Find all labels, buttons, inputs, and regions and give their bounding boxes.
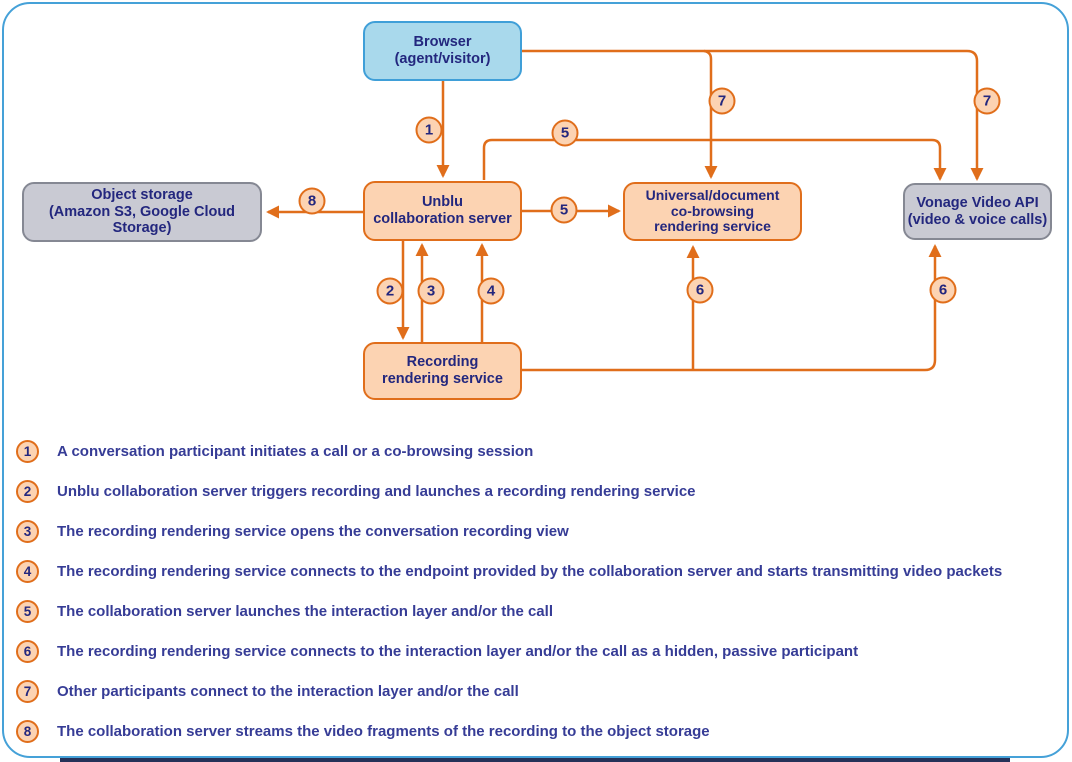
node-object-storage (22, 182, 262, 242)
step-badge-7-right: 7 (974, 88, 1001, 115)
legend-badge-4: 4 (16, 560, 39, 583)
legend-text-7: Other participants connect to the interaction layer and/or the call (57, 682, 519, 700)
node-cobrowsing-label-line2: co-browsing (670, 202, 755, 219)
step-badge-1: 1 (416, 117, 443, 144)
legend-badge-5: 5 (16, 600, 39, 623)
legend-item-8 (16, 711, 1002, 751)
legend-badge-6: 6 (16, 640, 39, 663)
legend-text-8: The collaboration server streams the video fragments of the recording to the object storage (57, 722, 710, 740)
legend (16, 431, 1002, 751)
legend-text-1: A conversation participant initiates a call or a co-browsing session (57, 442, 534, 460)
legend-item-6 (16, 631, 1002, 671)
step-badge-2: 2 (377, 278, 404, 305)
node-browser-label-line1: Browser (413, 34, 472, 51)
legend-item-2 (16, 471, 1002, 511)
node-recording-service (363, 342, 522, 400)
node-browser (363, 21, 522, 81)
step-badge-3: 3 (418, 278, 445, 305)
node-vonage-api (903, 183, 1052, 240)
step-badge-6-right: 6 (930, 277, 957, 304)
node-cobrowsing-label-line3: rendering service (654, 218, 771, 235)
node-browser-label-line2: (agent/visitor) (394, 51, 491, 67)
legend-text-2: Unblu collaboration server triggers recording and launches a recording rendering service (57, 482, 696, 500)
legend-badge-8: 8 (16, 720, 39, 743)
node-recording-label-line1: Recording (406, 354, 479, 371)
arrow-6-recording-service-to-vonage-api (522, 246, 935, 370)
legend-item-3 (16, 511, 1002, 551)
legend-text-5: The collaboration server launches the interaction layer and/or the call (57, 602, 553, 620)
legend-text-3: The recording rendering service opens the conversation recording view (57, 522, 569, 540)
legend-text-4: The recording rendering service connects to the endpoint provided by the collaboration server and starts transmitting video packets (57, 562, 1003, 580)
node-cobrowsing-service (623, 182, 802, 241)
node-recording-label-line2: rendering service (382, 371, 503, 387)
node-object-storage-label-line2: (Amazon S3, Google Cloud Storage) (48, 203, 236, 237)
step-badge-4: 4 (478, 278, 505, 305)
arrow-7-browser-to-vonage-api (522, 51, 977, 179)
node-object-storage-label-line1: Object storage (91, 186, 193, 203)
arrow-7-browser-to-cobrowsing-service (704, 51, 711, 177)
legend-item-4 (16, 551, 1002, 591)
legend-item-5 (16, 591, 1002, 631)
legend-item-7 (16, 671, 1002, 711)
node-cobrowsing-label-line1: Universal/document (645, 186, 780, 203)
step-badge-5-top: 5 (552, 120, 579, 147)
step-badge-5-direct: 5 (551, 197, 578, 224)
legend-badge-3: 3 (16, 520, 39, 543)
legend-item-1 (16, 431, 1002, 471)
legend-badge-7: 7 (16, 680, 39, 703)
legend-badge-2: 2 (16, 480, 39, 503)
node-vonage-label-line1: Vonage Video API (916, 194, 1039, 211)
node-vonage-label-line2: (video & voice calls) (907, 211, 1048, 228)
legend-badge-1: 1 (16, 440, 39, 463)
legend-text-6: The recording rendering service connects to the interaction layer and/or the call as a hidden, passive participant (57, 642, 859, 660)
step-badge-6-left: 6 (687, 277, 714, 304)
step-badge-7-left: 7 (709, 88, 736, 115)
node-collab-server-label-line2: collaboration server (373, 211, 512, 227)
step-badge-8: 8 (299, 188, 326, 215)
node-collab-server (363, 181, 522, 241)
node-collab-server-label-line1: Unblu (421, 194, 464, 211)
